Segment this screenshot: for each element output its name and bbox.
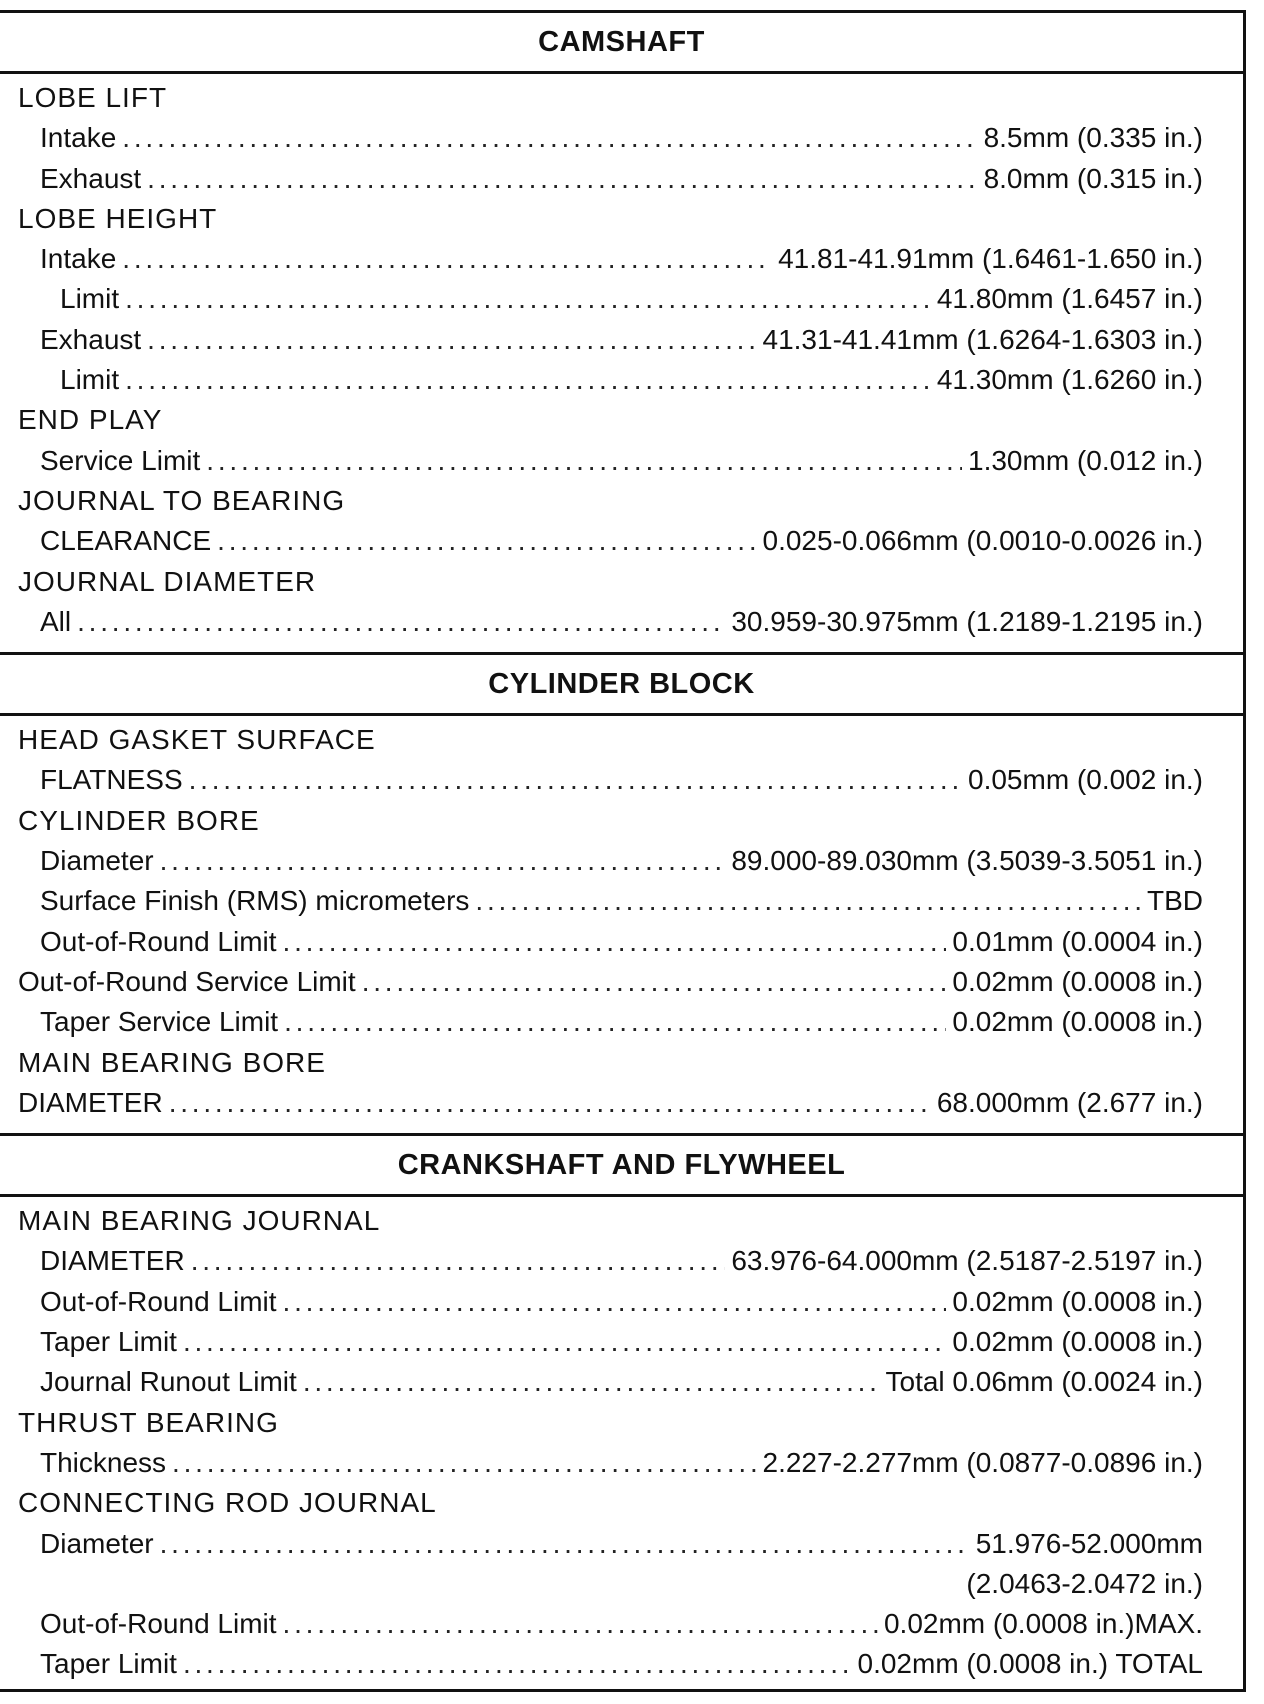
spec-rows (0, 716, 1243, 1133)
dot-leader (122, 243, 772, 275)
spec-group-heading (0, 1047, 1243, 1087)
spec-value: 0.02mm (0.0008 in.) (952, 1285, 1203, 1317)
spec-value: 2.227-2.277mm (0.0877-0.0896 in.) (762, 1446, 1203, 1478)
spec-group-heading (0, 1407, 1243, 1447)
spec-group-label: END PLAY (18, 404, 163, 436)
spec-label: CLEARANCE (40, 525, 212, 557)
spec-row (0, 1245, 1243, 1285)
spec-value: 0.05mm (0.002 in.) (968, 764, 1203, 796)
dot-leader (160, 1528, 970, 1560)
spec-label: Out-of-Round Service Limit (18, 965, 356, 997)
spec-value: Total 0.06mm (0.0024 in.) (885, 1366, 1203, 1398)
spec-label: Thickness (40, 1446, 167, 1478)
spec-row (0, 966, 1243, 1006)
spec-group-label: LOBE HEIGHT (18, 202, 218, 234)
spec-label: Surface Finish (RMS) micrometers (40, 885, 470, 917)
spec-row (0, 243, 1243, 283)
spec-label: Out-of-Round Limit (40, 925, 277, 957)
dot-leader (183, 1648, 852, 1680)
spec-group-label: JOURNAL DIAMETER (18, 565, 317, 597)
spec-row (0, 606, 1243, 646)
spec-group-label: THRUST BEARING (18, 1406, 279, 1438)
spec-row (0, 1087, 1243, 1127)
dot-leader (217, 525, 756, 557)
spec-label: Out-of-Round Limit (40, 1285, 277, 1317)
spec-section (0, 13, 1243, 655)
spec-label: Limit (60, 283, 120, 315)
dot-leader (283, 1286, 947, 1318)
spec-value: 63.976-64.000mm (2.5187-2.5197 in.) (731, 1245, 1203, 1277)
dot-leader (125, 364, 931, 396)
dot-leader (191, 1245, 726, 1277)
spec-value: 41.30mm (1.6260 in.) (936, 364, 1203, 396)
spec-value: 0.02mm (0.0008 in.) (952, 1006, 1203, 1038)
spec-value: 68.000mm (2.677 in.) (936, 1086, 1203, 1118)
spec-value: 0.02mm (0.0008 in.) (952, 965, 1203, 997)
spec-group-heading (0, 724, 1243, 764)
spec-row (0, 1528, 1243, 1568)
section-title: CRANKSHAFT AND FLYWHEEL (0, 1136, 1243, 1197)
spec-row (0, 1608, 1243, 1648)
spec-group-label: LOBE LIFT (18, 82, 168, 113)
spec-value: 0.01mm (0.0004 in.) (952, 925, 1203, 957)
dot-leader (169, 1087, 931, 1119)
spec-value: 0.02mm (0.0008 in.)MAX. (883, 1608, 1203, 1640)
spec-label: FLATNESS (40, 764, 183, 796)
spec-value: 41.31-41.41mm (1.6264-1.6303 in.) (762, 323, 1203, 355)
spec-label: Exhaust (40, 323, 142, 355)
dot-leader (206, 445, 962, 477)
spec-label: Diameter (40, 845, 154, 877)
spec-value: 51.976-52.000mm (975, 1527, 1203, 1559)
section-title: CYLINDER BLOCK (0, 655, 1243, 716)
spec-value: 0.02mm (0.0008 in.) TOTAL (857, 1648, 1203, 1680)
spec-label: Limit (60, 364, 120, 396)
spec-group-label: JOURNAL TO BEARING (18, 484, 346, 516)
spec-label: DIAMETER (18, 1086, 163, 1118)
dot-leader (283, 1608, 878, 1640)
spec-label: All (40, 605, 72, 637)
spec-row (0, 1648, 1243, 1688)
spec-value: 89.000-89.030mm (3.5039-3.5051 in.) (731, 845, 1203, 877)
spec-group-label: MAIN BEARING BORE (18, 1046, 326, 1078)
spec-label: Intake (40, 243, 117, 275)
spec-value: 8.0mm (0.315 in.) (983, 162, 1203, 194)
spec-row (0, 1006, 1243, 1046)
spec-row (0, 1326, 1243, 1366)
dot-leader (189, 764, 962, 796)
spec-label: Taper Limit (40, 1648, 177, 1680)
spec-row (0, 283, 1243, 323)
spec-group-label: HEAD GASKET SURFACE (18, 724, 376, 756)
dot-leader (160, 845, 726, 877)
dot-leader (284, 1006, 946, 1038)
spec-value: 41.81-41.91mm (1.6461-1.650 in.) (778, 243, 1203, 275)
spec-group-heading (0, 1487, 1243, 1527)
dot-leader (122, 122, 977, 154)
spec-label: Taper Service Limit (40, 1006, 279, 1038)
dot-leader (172, 1447, 756, 1479)
spec-group-label: CYLINDER BORE (18, 804, 260, 836)
spec-value: 41.80mm (1.6457 in.) (936, 283, 1203, 315)
spec-group-heading (0, 566, 1243, 606)
spec-group-heading (0, 1205, 1243, 1245)
spec-value: (2.0463-2.0472 in.) (966, 1567, 1203, 1599)
spec-rows (0, 74, 1243, 652)
spec-group-heading (0, 485, 1243, 525)
spec-rows (0, 1197, 1243, 1695)
spec-value: 0.02mm (0.0008 in.) (952, 1326, 1203, 1358)
spec-row (0, 764, 1243, 804)
spec-group-label: CONNECTING ROD JOURNAL (18, 1487, 437, 1519)
spec-label: Taper Limit (40, 1326, 177, 1358)
spec-value: 30.959-30.975mm (1.2189-1.2195 in.) (731, 605, 1203, 637)
dot-leader (475, 885, 1141, 917)
spec-row (0, 122, 1243, 162)
spec-value: 8.5mm (0.335 in.) (983, 122, 1203, 154)
spec-value: 1.30mm (0.012 in.) (968, 444, 1203, 476)
spec-group-label: MAIN BEARING JOURNAL (18, 1205, 381, 1237)
dot-leader (303, 1366, 880, 1398)
section-title: CAMSHAFT (0, 13, 1243, 74)
spec-section (0, 1136, 1243, 1695)
spec-row (0, 1286, 1243, 1326)
spec-row (0, 885, 1243, 925)
spec-row (0, 525, 1243, 565)
spec-label: Diameter (40, 1527, 154, 1559)
spec-label: Service Limit (40, 444, 201, 476)
spec-row (0, 445, 1243, 485)
spec-table (0, 10, 1246, 1692)
spec-label: Exhaust (40, 162, 142, 194)
dot-leader (183, 1326, 946, 1358)
spec-row (0, 845, 1243, 885)
spec-label: Journal Runout Limit (40, 1366, 297, 1398)
dot-leader (147, 324, 756, 356)
spec-row (0, 926, 1243, 966)
spec-label: Intake (40, 122, 117, 154)
spec-value: TBD (1147, 885, 1203, 917)
dot-leader (125, 283, 931, 315)
spec-group-heading (0, 203, 1243, 243)
spec-row (0, 163, 1243, 203)
spec-row (0, 364, 1243, 404)
spec-group-heading (0, 82, 1243, 122)
spec-row (0, 1447, 1243, 1487)
spec-value: 0.025-0.066mm (0.0010-0.0026 in.) (762, 525, 1203, 557)
dot-leader (147, 163, 977, 195)
spec-value-continuation (0, 1568, 1243, 1608)
spec-group-heading (0, 805, 1243, 845)
spec-label: Out-of-Round Limit (40, 1608, 277, 1640)
spec-section (0, 655, 1243, 1136)
spec-row (0, 1366, 1243, 1406)
spec-group-heading (0, 404, 1243, 444)
spec-label: DIAMETER (40, 1245, 185, 1277)
dot-leader (77, 606, 725, 638)
dot-leader (283, 926, 947, 958)
spec-row (0, 324, 1243, 364)
dot-leader (362, 966, 947, 998)
